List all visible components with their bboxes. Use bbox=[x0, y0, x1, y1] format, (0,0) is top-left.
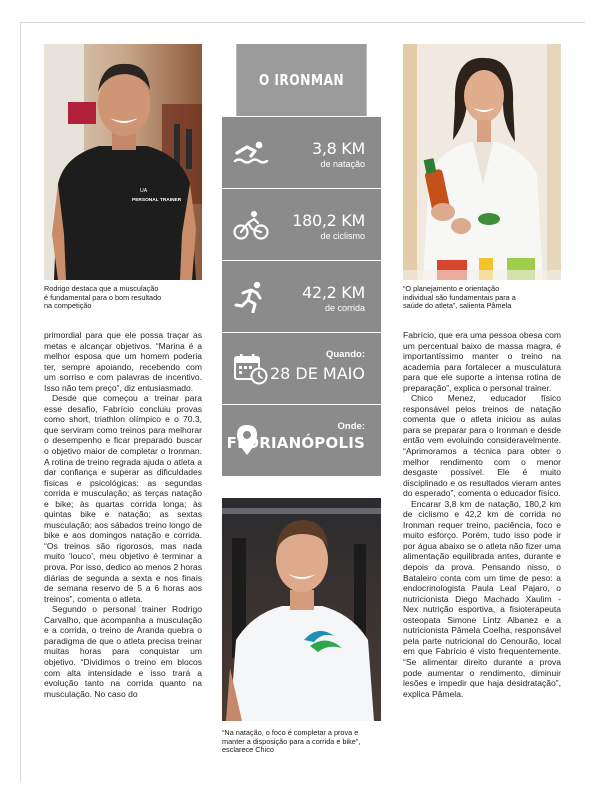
stat-where bbox=[222, 404, 381, 476]
caption-pamela: “O planejamento e orientação individual são fundamentais para a saúde do atleta”, salienta Pâmela bbox=[403, 284, 516, 311]
page-left-rule bbox=[20, 22, 21, 782]
event-location: FLORIANÓPOLIS bbox=[226, 434, 365, 452]
stat-bike bbox=[222, 188, 381, 260]
paragraph: Fabrício, que era uma pessoa obesa com um percentual baixo de massa magra, é importantíssimo manter o treino na academia para fortalecer a musculatura para que ele suporte a intensa rotina de preparação”, explica o personal trainer. bbox=[403, 330, 561, 393]
stat-swim bbox=[222, 116, 381, 188]
shirt-print: PERSONAL TRAINER bbox=[132, 198, 182, 203]
photo-chico bbox=[222, 498, 381, 721]
where-label: Onde: bbox=[337, 421, 365, 432]
page-top-rule bbox=[20, 22, 585, 23]
run-distance: 42,2 KM bbox=[302, 283, 365, 302]
swim-distance: 3,8 KM bbox=[311, 139, 365, 158]
photo-pamela bbox=[403, 44, 561, 280]
paragraph: Chico Menez, educador físico responsável pelos treinos de natação comenta que o atleta iniciou as aulas para se preparar para o Ironman e desde então vem evoluindo consideravelmente. “Aprimoramos a técnica para obter o melhor rendimento com o menor desgaste possível. Ele é muito disciplinado e os resultados vieram antes do esperado”, comenta o educador físico. bbox=[403, 393, 561, 499]
event-date: 28 DE MAIO bbox=[269, 364, 365, 383]
shirt-brand: UA bbox=[140, 188, 148, 194]
caption-chico: “Na natação, o foco é completar a prova e manter a disposição para a corrida e bike”, esclarece Chico bbox=[222, 728, 361, 755]
bike-distance: 180,2 KM bbox=[292, 211, 365, 230]
cyclist-icon bbox=[233, 209, 269, 241]
run-label: de corrida bbox=[324, 303, 365, 313]
when-label: Quando: bbox=[325, 349, 365, 360]
stat-when bbox=[222, 332, 381, 404]
paragraph: Encarar 3,8 km de natação, 180,2 km de ciclismo e 42,2 km de corrida no Ironman requer treino, paciência, foco e muito esforço. Porém, tudo isso pode ir por água abaixo se o atleta não fizer uma alimentação equilibrada antes, durante e depois da prova. Pensando nisso, o Bataleiro conta com um time de peso: a endocrinologista Paula Leal Pajaro, o nutricionista Diego Machado Xaulim - Nex nutrição esportiva, a fisioterapeuta osteopata Simone Lintz Albanez e a nutricionista Pâmela Coelha, responsável pela parte nutricional do Cenourão, local em que Fabrício é visto frequentemente. “Se alimentar direito durante a prova pode aumentar o rendimento, diminuir lesões e impedir que haja desidratação”, explica Pâmela. bbox=[403, 498, 561, 699]
runner-icon bbox=[233, 281, 269, 313]
caption-rodrigo: Rodrigo destaca que a musculação é fundamental para o bom resultado na competição bbox=[44, 284, 162, 311]
panel-title: O IRONMAN bbox=[236, 44, 366, 116]
ironman-info-panel bbox=[222, 44, 381, 476]
paragraph: primordial para que ele possa traçar as metas e alcançar objetivos. “Marina é a melhor esposa que um homem poderia ter, sempre apoiando, recebendo com um sorriso e com palavras de incentivo. Isso não tem preço”, diz entusiasmado. bbox=[44, 330, 202, 393]
bike-label: de ciclismo bbox=[320, 231, 365, 241]
article-column-right bbox=[403, 330, 561, 699]
swimmer-icon bbox=[233, 137, 269, 169]
calendar-clock-icon bbox=[233, 353, 269, 385]
paragraph: Desde que começou a treinar para esse desafio, Fabrício concluiu provas como short, triathlon olímpico e o 70.3, que serviram como treinos para melhorar o desempenho e ficar preparado buscar o objetivo maior de completar o Ironman. A rotina de treino regrada ajuda o atleta a dar confiança e superar as dificuldades físicas e psicológicas: as segundas corrida e musculação; as terças natação e bike; às quartas corrida longa; às quintas bike e natação; as sextas musculação; aos sábados treino longo de bike e aos domingos natação e corrida. “Os treinos são rigorosos, mas nada muito ‘louco’, meu objetivo é terminar a prova. Por isso, dedico ao menos 2 horas diárias de segunda a sexta e nos finais de semana reservo de 5 a 6 horas aos treinos”, comenta o atleta. bbox=[44, 393, 202, 604]
swim-label: de natação bbox=[320, 159, 365, 169]
stat-run bbox=[222, 260, 381, 332]
article-column-left bbox=[44, 330, 202, 699]
paragraph: Segundo o personal trainer Rodrigo Carvalho, que acompanha a musculação e a corrida, o treino de Aranda quebra o paradigma de que o atleta precisa treinar muitas horas para conquistar um objetivo. “Dividimos o treino em blocos com alta intensidade e isso trará a evolução tanto na corrida quanto na musculação. No caso do bbox=[44, 604, 202, 699]
photo-rodrigo bbox=[44, 44, 202, 280]
